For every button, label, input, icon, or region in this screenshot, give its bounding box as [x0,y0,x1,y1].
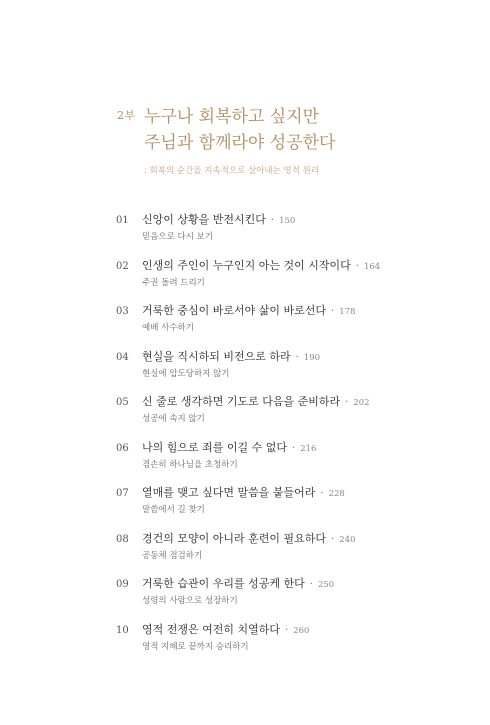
chapter-subtitle: 공동체 점검하기 [142,550,203,561]
chapter-title: 나의 힘으로 죄를 이길 수 없다 [142,440,287,454]
toc-line [116,257,436,273]
chapter-number: 09 [116,579,129,590]
separator-dot: · [331,533,335,545]
toc-item [116,302,436,348]
toc-line [116,575,436,591]
chapter-title: 열매를 맺고 싶다면 말씀을 붙들어라 [142,486,316,499]
page-number: 150 [279,216,296,226]
part-title [144,104,335,156]
page-number: 250 [317,580,335,590]
chapter-title: 인생의 주인이 누구인지 아는 것이 시작이다 [142,258,351,272]
toc-line [116,621,436,637]
table-of-contents [116,211,436,666]
chapter-number: 01 [116,215,129,226]
toc-item [116,393,436,439]
toc-item [116,211,436,257]
toc-line [116,302,436,318]
toc-line [116,439,436,455]
chapter-number: 03 [116,306,129,317]
page-number: 178 [339,307,356,317]
page-number: 260 [293,625,310,636]
toc-line [116,393,436,409]
chapter-title: 신 줄로 생각하면 기도로 다음을 준비하라 [142,395,341,408]
toc-item [116,348,436,394]
chapter-subtitle: 말씀에서 길 찾기 [142,505,205,515]
chapter-subtitle: 믿음으로 다시 보기 [142,232,214,242]
part-subtitle: : 회복의 순간을 지속적으로 살아내는 영적 원리 [144,166,320,176]
part-header [117,104,336,176]
toc-item [116,530,436,576]
chapter-title: 영적 전쟁은 여전히 치열하다 [142,622,281,636]
separator-dot: · [270,215,275,226]
page-number: 228 [328,489,345,499]
toc-item [116,575,436,621]
part-title-line-2: 주님과 함께라야 성공한다 [144,133,336,153]
chapter-number: 06 [116,442,129,454]
separator-dot: · [285,624,289,636]
separator-dot: · [292,442,296,454]
separator-dot: · [345,397,349,408]
toc-item [116,484,436,530]
page-number: 202 [353,398,370,408]
part-title-line-1: 누구나 회복하고 싶지만 [144,107,320,127]
chapter-subtitle: 현실에 압도당하지 않기 [142,368,230,379]
separator-dot: · [309,579,313,590]
chapter-title: 신앙이 상황을 반전시킨다 [142,213,266,226]
chapter-number: 07 [116,488,129,499]
chapter-title: 거룩한 중심이 바로서야 삶이 바로선다 [142,304,327,317]
chapter-title: 경건의 모양이 아니라 훈련이 필요하다 [142,531,327,545]
page-number: 164 [363,261,381,272]
toc-item [116,439,436,485]
chapter-number: 02 [116,260,129,272]
page-number: 216 [300,443,317,454]
chapter-number: 10 [116,624,129,636]
chapter-subtitle: 예배 사수하기 [142,323,194,333]
separator-dot: · [295,351,299,363]
chapter-title: 현실을 직시하되 비전으로 하라 [142,349,291,363]
chapter-number: 08 [116,533,129,545]
separator-dot: · [331,306,335,317]
page-number: 190 [303,352,321,363]
toc-line [116,484,436,500]
toc-line [116,530,436,546]
toc-item [116,621,436,667]
chapter-subtitle: 성령의 사람으로 성장하기 [142,596,238,606]
chapter-subtitle: 영적 지혜로 끝까지 승리하기 [142,641,249,652]
toc-item [116,257,436,303]
chapter-subtitle: 성공에 속지 않기 [142,414,205,424]
chapter-number: 05 [116,397,129,408]
toc-line [116,211,436,227]
toc-line [116,348,436,364]
chapter-title: 거룩한 습관이 우리를 성공케 한다 [142,577,305,590]
page-number: 240 [339,534,356,545]
chapter-subtitle: 주권 돌려 드리기 [142,277,205,288]
separator-dot: · [320,488,324,499]
chapter-subtitle: 겸손히 하나님을 초청하기 [142,459,238,470]
part-number: 2부 [117,109,136,122]
separator-dot: · [355,260,359,272]
chapter-number: 04 [116,351,129,363]
